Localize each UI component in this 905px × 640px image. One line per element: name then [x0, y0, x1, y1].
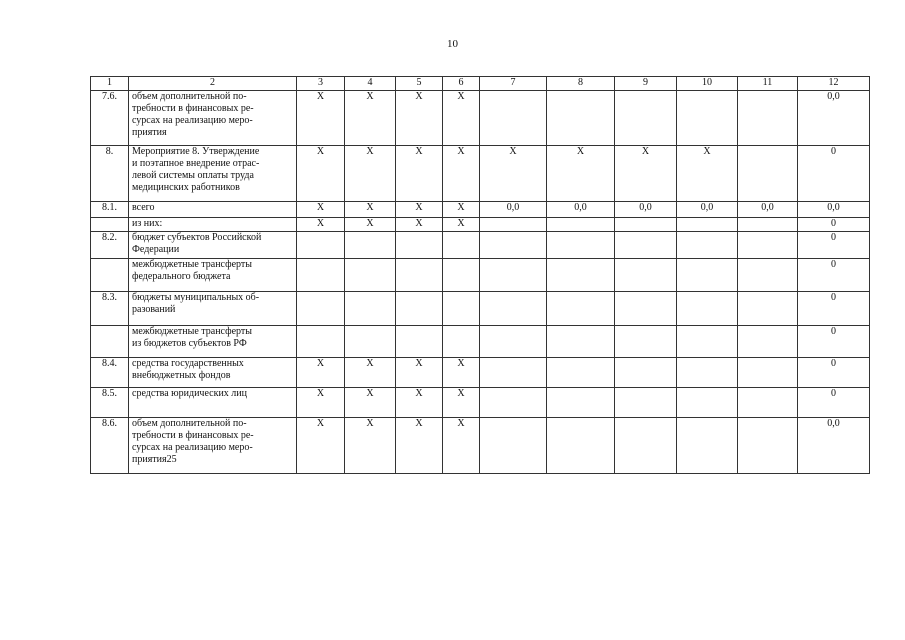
row-value-cell-col-11: [738, 146, 798, 202]
row-number-cell: 8.5.: [91, 388, 129, 418]
row-value-cell-col-12: 0: [798, 388, 870, 418]
row-value-cell-col-3: Х: [297, 388, 345, 418]
row-value-cell-col-4: Х: [345, 91, 396, 146]
row-value-cell-col-5: Х: [396, 218, 443, 232]
row-value-cell-col-12: 0: [798, 326, 870, 358]
row-value-cell-col-8: [547, 326, 615, 358]
row-value-cell-col-11: [738, 292, 798, 326]
row-number-cell: [91, 218, 129, 232]
row-value-cell-col-3: Х: [297, 358, 345, 388]
header-cell-11: 11: [738, 77, 798, 91]
row-value-cell-col-12: 0,0: [798, 202, 870, 218]
row-description-cell: бюджеты муниципальных об- разований: [129, 292, 297, 326]
row-number-cell: 8.1.: [91, 202, 129, 218]
row-number-cell: 8.4.: [91, 358, 129, 388]
row-value-cell-col-8: [547, 232, 615, 259]
table-row: [91, 418, 870, 474]
table-row: [91, 202, 870, 218]
row-number-cell: 8.: [91, 146, 129, 202]
row-description-cell: объем дополнительной по- требности в финансовых ре- сурсах на реализацию меро- приятия25: [129, 418, 297, 474]
row-value-cell-col-7: [480, 91, 547, 146]
row-number-cell: 8.3.: [91, 292, 129, 326]
row-value-cell-col-8: [547, 358, 615, 388]
row-value-cell-col-9: [615, 358, 677, 388]
row-value-cell-col-4: Х: [345, 388, 396, 418]
row-value-cell-col-8: [547, 259, 615, 292]
table-row: [91, 326, 870, 358]
row-value-cell-col-6: Х: [443, 218, 480, 232]
row-value-cell-col-11: [738, 218, 798, 232]
row-value-cell-col-7: [480, 218, 547, 232]
row-value-cell-col-4: [345, 259, 396, 292]
row-value-cell-col-5: Х: [396, 202, 443, 218]
row-value-cell-col-4: Х: [345, 418, 396, 474]
row-value-cell-col-4: Х: [345, 146, 396, 202]
row-value-cell-col-6: Х: [443, 202, 480, 218]
row-value-cell-col-7: [480, 326, 547, 358]
row-value-cell-col-6: [443, 259, 480, 292]
row-value-cell-col-10: Х: [677, 146, 738, 202]
row-value-cell-col-4: [345, 292, 396, 326]
budget-table: [90, 76, 870, 474]
row-description-cell: бюджет субъектов Российской Федерации: [129, 232, 297, 259]
table-row: [91, 388, 870, 418]
header-cell-10: 10: [677, 77, 738, 91]
header-cell-6: 6: [443, 77, 480, 91]
header-cell-8: 8: [547, 77, 615, 91]
row-description-cell: межбюджетные трансферты из бюджетов субъектов РФ: [129, 326, 297, 358]
row-value-cell-col-10: [677, 91, 738, 146]
row-value-cell-col-10: [677, 388, 738, 418]
row-value-cell-col-3: [297, 232, 345, 259]
row-value-cell-col-5: Х: [396, 358, 443, 388]
row-value-cell-col-10: [677, 218, 738, 232]
row-value-cell-col-6: Х: [443, 91, 480, 146]
row-number-cell: [91, 259, 129, 292]
row-value-cell-col-4: [345, 232, 396, 259]
row-value-cell-col-6: Х: [443, 388, 480, 418]
row-description-cell: Мероприятие 8. Утверждение и поэтапное внедрение отрас- левой системы оплаты труда медицинских работников: [129, 146, 297, 202]
row-value-cell-col-7: [480, 418, 547, 474]
header-cell-1: 1: [91, 77, 129, 91]
row-value-cell-col-9: [615, 259, 677, 292]
row-value-cell-col-10: [677, 358, 738, 388]
row-value-cell-col-3: [297, 259, 345, 292]
row-value-cell-col-9: [615, 388, 677, 418]
table-row: [91, 232, 870, 259]
row-value-cell-col-6: Х: [443, 358, 480, 388]
row-value-cell-col-8: [547, 292, 615, 326]
row-value-cell-col-11: 0,0: [738, 202, 798, 218]
row-value-cell-col-9: Х: [615, 146, 677, 202]
row-description-cell: средства государственных внебюджетных фондов: [129, 358, 297, 388]
row-number-cell: [91, 326, 129, 358]
row-value-cell-col-11: [738, 388, 798, 418]
row-value-cell-col-10: [677, 292, 738, 326]
table-row: [91, 292, 870, 326]
row-description-cell: объем дополнительной по- требности в финансовых ре- сурсах на реализацию меро- приятия: [129, 91, 297, 146]
header-cell-3: 3: [297, 77, 345, 91]
row-number-cell: 7.6.: [91, 91, 129, 146]
row-value-cell-col-11: [738, 326, 798, 358]
row-value-cell-col-11: [738, 358, 798, 388]
row-value-cell-col-12: 0: [798, 232, 870, 259]
row-value-cell-col-3: Х: [297, 202, 345, 218]
table-header-row: [91, 77, 870, 91]
row-value-cell-col-9: [615, 292, 677, 326]
row-value-cell-col-12: 0,0: [798, 418, 870, 474]
row-value-cell-col-3: [297, 292, 345, 326]
row-value-cell-col-3: Х: [297, 146, 345, 202]
row-value-cell-col-5: [396, 232, 443, 259]
row-value-cell-col-8: [547, 91, 615, 146]
row-value-cell-col-6: Х: [443, 146, 480, 202]
row-value-cell-col-8: 0,0: [547, 202, 615, 218]
row-value-cell-col-5: [396, 292, 443, 326]
row-description-cell: межбюджетные трансферты федерального бюджета: [129, 259, 297, 292]
table-row: [91, 358, 870, 388]
table-row: [91, 91, 870, 146]
row-value-cell-col-8: [547, 388, 615, 418]
row-value-cell-col-8: [547, 418, 615, 474]
row-value-cell-col-9: [615, 218, 677, 232]
row-number-cell: 8.6.: [91, 418, 129, 474]
row-value-cell-col-7: [480, 388, 547, 418]
page-number: 10: [447, 38, 458, 50]
header-cell-2: 2: [129, 77, 297, 91]
row-value-cell-col-12: 0: [798, 259, 870, 292]
row-value-cell-col-4: Х: [345, 202, 396, 218]
row-description-cell: из них:: [129, 218, 297, 232]
row-value-cell-col-7: [480, 358, 547, 388]
header-cell-4: 4: [345, 77, 396, 91]
row-value-cell-col-10: [677, 259, 738, 292]
row-value-cell-col-5: [396, 259, 443, 292]
table-row: [91, 146, 870, 202]
row-value-cell-col-12: 0: [798, 218, 870, 232]
row-value-cell-col-7: [480, 259, 547, 292]
row-value-cell-col-5: Х: [396, 418, 443, 474]
row-value-cell-col-12: 0: [798, 358, 870, 388]
row-value-cell-col-10: [677, 326, 738, 358]
row-value-cell-col-8: Х: [547, 146, 615, 202]
row-value-cell-col-3: Х: [297, 418, 345, 474]
row-value-cell-col-7: 0,0: [480, 202, 547, 218]
row-value-cell-col-5: Х: [396, 91, 443, 146]
row-value-cell-col-6: Х: [443, 418, 480, 474]
row-value-cell-col-4: [345, 326, 396, 358]
row-value-cell-col-6: [443, 326, 480, 358]
row-value-cell-col-9: 0,0: [615, 202, 677, 218]
row-description-cell: средства юридических лиц: [129, 388, 297, 418]
row-value-cell-col-4: Х: [345, 218, 396, 232]
row-value-cell-col-5: [396, 326, 443, 358]
table-row: [91, 218, 870, 232]
header-cell-12: 12: [798, 77, 870, 91]
row-value-cell-col-12: 0,0: [798, 91, 870, 146]
header-cell-5: 5: [396, 77, 443, 91]
row-value-cell-col-10: [677, 232, 738, 259]
row-value-cell-col-3: Х: [297, 218, 345, 232]
row-value-cell-col-7: [480, 232, 547, 259]
row-description-cell: всего: [129, 202, 297, 218]
row-value-cell-col-9: [615, 326, 677, 358]
row-value-cell-col-4: Х: [345, 358, 396, 388]
row-value-cell-col-11: [738, 91, 798, 146]
header-cell-7: 7: [480, 77, 547, 91]
row-value-cell-col-11: [738, 259, 798, 292]
row-value-cell-col-9: [615, 418, 677, 474]
table-row: [91, 259, 870, 292]
header-cell-9: 9: [615, 77, 677, 91]
row-value-cell-col-11: [738, 232, 798, 259]
row-value-cell-col-10: 0,0: [677, 202, 738, 218]
row-number-cell: 8.2.: [91, 232, 129, 259]
row-value-cell-col-12: 0: [798, 292, 870, 326]
row-value-cell-col-5: Х: [396, 388, 443, 418]
row-value-cell-col-9: [615, 232, 677, 259]
row-value-cell-col-6: [443, 232, 480, 259]
row-value-cell-col-3: [297, 326, 345, 358]
row-value-cell-col-9: [615, 91, 677, 146]
row-value-cell-col-10: [677, 418, 738, 474]
row-value-cell-col-12: 0: [798, 146, 870, 202]
row-value-cell-col-5: Х: [396, 146, 443, 202]
row-value-cell-col-7: [480, 292, 547, 326]
row-value-cell-col-3: Х: [297, 91, 345, 146]
row-value-cell-col-11: [738, 418, 798, 474]
row-value-cell-col-7: Х: [480, 146, 547, 202]
row-value-cell-col-8: [547, 218, 615, 232]
row-value-cell-col-6: [443, 292, 480, 326]
